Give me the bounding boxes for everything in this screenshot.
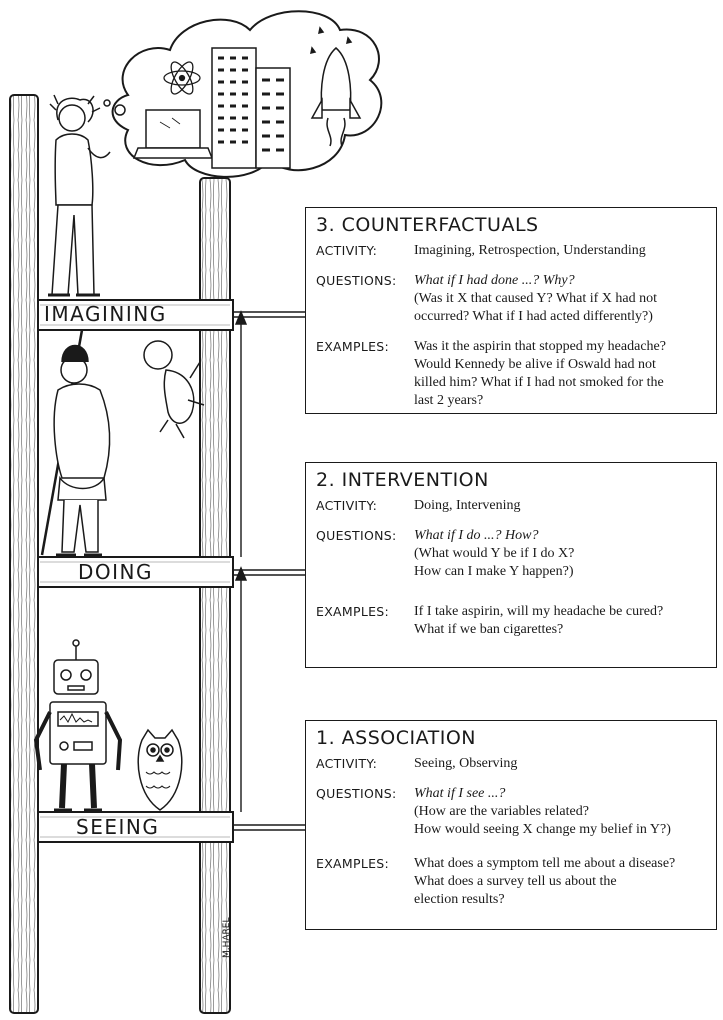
- examples-row: [316, 338, 706, 410]
- activity-label: ACTIVITY:: [316, 498, 378, 513]
- examples-label: EXAMPLES:: [316, 339, 390, 354]
- rung-label-doing: DOING: [78, 560, 153, 584]
- rung-label-seeing: SEEING: [76, 815, 160, 839]
- box-title: 3. COUNTERFACTUALS: [316, 214, 539, 236]
- example-line: last 2 years?: [414, 393, 484, 408]
- artist-signature: M.HAREL: [222, 917, 232, 958]
- up-arrow-icon: [236, 312, 246, 812]
- examples-value: [414, 338, 706, 410]
- activity-value: Seeing, Observing: [414, 756, 518, 771]
- counterfactuals-box: [305, 207, 717, 414]
- questions-value: [414, 785, 706, 839]
- questions-value: [414, 527, 706, 581]
- box-title: 2. INTERVENTION: [316, 469, 489, 491]
- caveman-figure: [42, 330, 110, 555]
- examples-row: [316, 603, 706, 639]
- baby-figure: [144, 341, 204, 438]
- activity-row: [316, 242, 706, 260]
- example-line: Was it the aspirin that stopped my headache?: [414, 339, 666, 354]
- laptop-icon: [134, 110, 212, 158]
- questions-label: QUESTIONS:: [316, 786, 397, 801]
- intervention-box: [305, 462, 717, 668]
- example-line: If I take aspirin, will my headache be cured?: [414, 604, 664, 619]
- rung-label-imagining: IMAGINING: [44, 302, 167, 326]
- questions-row: [316, 785, 706, 839]
- activity-label: ACTIVITY:: [316, 243, 378, 258]
- examples-value: [414, 855, 706, 909]
- activity-row: [316, 497, 706, 515]
- box-title: 1. ASSOCIATION: [316, 727, 477, 749]
- connector-lines: [233, 312, 305, 830]
- question-italic: What if I do ...? How?: [414, 528, 539, 543]
- scientist-figure: [48, 95, 110, 295]
- question-line: occurred? What if I had acted differently?): [414, 309, 653, 324]
- examples-label: EXAMPLES:: [316, 856, 390, 871]
- examples-label: EXAMPLES:: [316, 604, 390, 619]
- activity-value: Imagining, Retrospection, Understanding: [414, 243, 646, 258]
- question-line: (How are the variables related?: [414, 804, 589, 819]
- example-line: election results?: [414, 892, 505, 907]
- examples-value: [414, 603, 706, 639]
- robot-figure: [36, 640, 120, 810]
- example-line: What does a symptom tell me about a disease?: [414, 856, 676, 871]
- questions-row: [316, 527, 706, 581]
- question-line: How can I make Y happen?): [414, 564, 574, 579]
- question-line: (Was it X that caused Y? What if X had not: [414, 291, 658, 306]
- questions-label: QUESTIONS:: [316, 528, 397, 543]
- question-italic: What if I see ...?: [414, 786, 506, 801]
- activity-row: [316, 755, 706, 773]
- example-line: Would Kennedy be alive if Oswald had not: [414, 357, 656, 372]
- question-line: How would seeing X change my belief in Y?): [414, 822, 671, 837]
- owl-figure: [138, 730, 182, 810]
- activity-value: Doing, Intervening: [414, 498, 521, 513]
- ladder-left-pole: [10, 95, 38, 1013]
- questions-row: [316, 272, 706, 326]
- questions-label: QUESTIONS:: [316, 273, 397, 288]
- association-box: [305, 720, 717, 930]
- example-line: What does a survey tell us about the: [414, 874, 617, 889]
- question-line: (What would Y be if I do X?: [414, 546, 575, 561]
- questions-value: [414, 272, 706, 326]
- examples-row: [316, 855, 706, 909]
- example-line: What if we ban cigarettes?: [414, 622, 564, 637]
- example-line: killed him? What if I had not smoked for the: [414, 375, 664, 390]
- question-italic: What if I had done ...? Why?: [414, 273, 575, 288]
- activity-label: ACTIVITY:: [316, 756, 378, 771]
